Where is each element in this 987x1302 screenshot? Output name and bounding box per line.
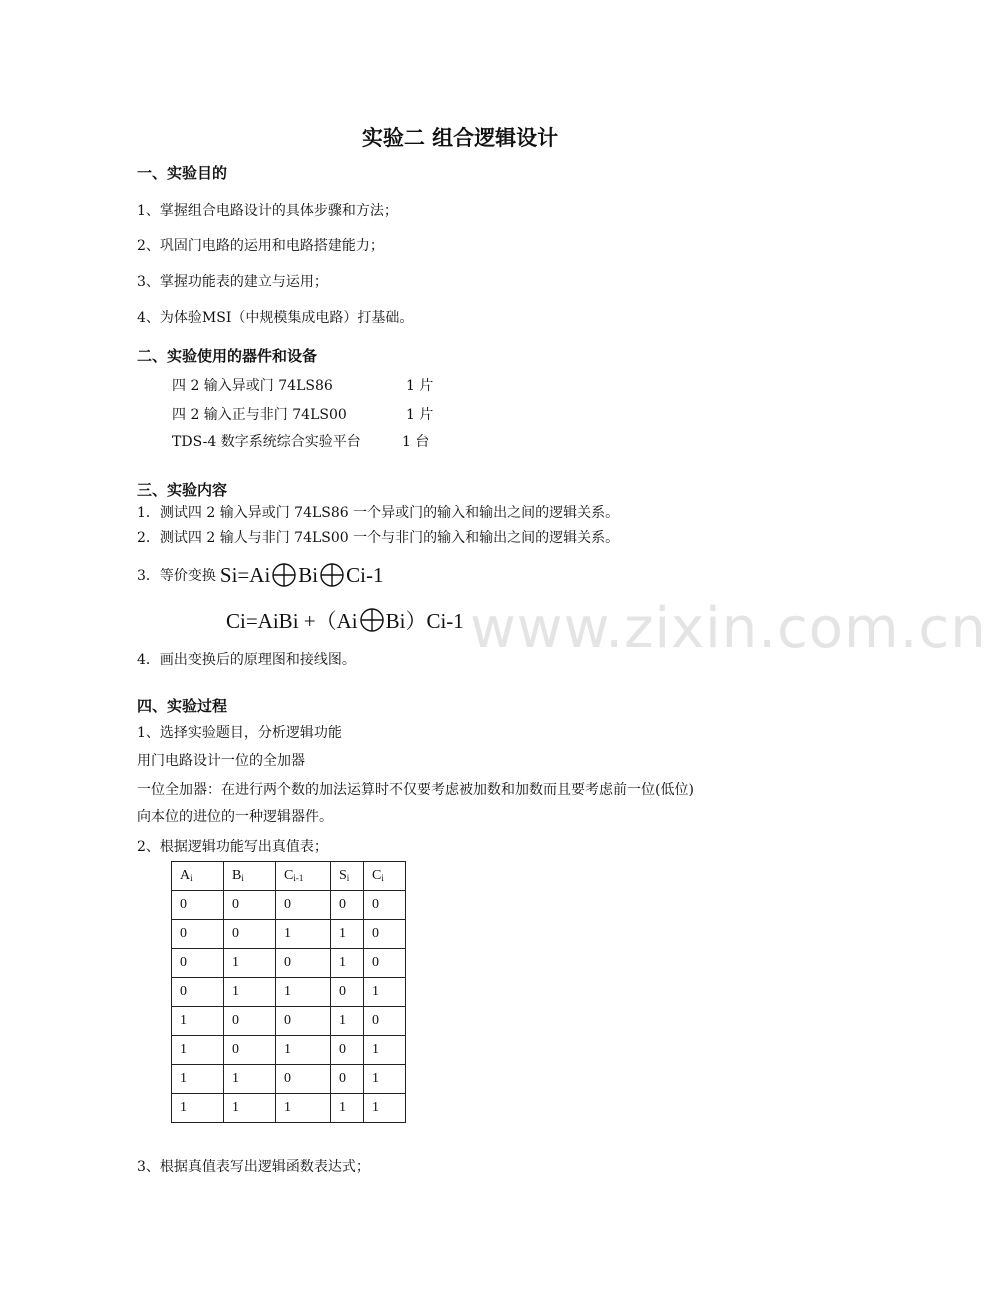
device-qty: 1 片	[406, 407, 434, 423]
table-row	[172, 920, 406, 949]
table-header-row	[172, 862, 406, 891]
table-cell: 0	[172, 920, 224, 949]
table-cell: 0	[331, 1065, 364, 1094]
table-row	[172, 1036, 406, 1065]
table-cell: 0	[224, 1007, 276, 1036]
device-name: 四 2 输入异或门 74LS86	[172, 378, 333, 394]
equation-term: Ci-1	[346, 562, 384, 587]
page-title: 实验二 组合逻辑设计	[361, 126, 559, 150]
table-cell: 0	[331, 1036, 364, 1065]
process-line: 3、根据真值表写出逻辑函数表达式；	[137, 1159, 370, 1175]
table-row	[172, 949, 406, 978]
table-cell: 1	[172, 1094, 224, 1123]
table-cell: 1	[224, 1065, 276, 1094]
header-symbol: C	[284, 868, 294, 883]
table-cell: 0	[364, 949, 406, 978]
device-qty: 1 片	[406, 378, 434, 394]
table-cell: 0	[224, 891, 276, 920]
table-header-cell	[224, 862, 276, 891]
header-subscript: i	[241, 873, 244, 883]
table-cell: 1	[172, 1065, 224, 1094]
equation-ci	[226, 604, 464, 636]
table-cell: 0	[364, 891, 406, 920]
table-cell: 0	[276, 1007, 331, 1036]
header-subscript: i	[190, 873, 193, 883]
table-cell: 1	[331, 1007, 364, 1036]
table-cell: 1	[224, 978, 276, 1007]
equation-term: Bi）Ci-1	[385, 609, 464, 633]
content-item: 1．测试四 2 输入异或门 74LS86 一个异或门的输入和输出之间的逻辑关系。	[137, 505, 620, 521]
table-cell: 0	[276, 949, 331, 978]
device-name: TDS-4 数字系统综合实验平台	[172, 434, 361, 450]
section-heading-devices: 二、实验使用的器件和设备	[137, 347, 318, 365]
table-cell: 1	[172, 1036, 224, 1065]
header-symbol: C	[372, 868, 382, 883]
table-header-cell	[172, 862, 224, 891]
content-item: 4．画出变换后的原理图和接线图。	[137, 652, 356, 668]
equation-term: Ci=AiBi +（Ai	[226, 609, 358, 633]
purpose-item: 3、掌握功能表的建立与运用；	[137, 274, 328, 290]
process-line: 用门电路设计一位的全加器	[137, 753, 305, 769]
table-header-cell	[331, 862, 364, 891]
header-symbol: A	[180, 868, 191, 883]
equation-si	[137, 559, 383, 591]
table-cell: 0	[331, 891, 364, 920]
watermark: www.zixin.com.cn	[470, 596, 987, 661]
table-cell: 0	[172, 891, 224, 920]
truth-table	[171, 861, 406, 1123]
header-symbol: S	[339, 868, 347, 883]
device-qty: 1 台	[402, 434, 430, 450]
table-cell: 0	[276, 891, 331, 920]
table-cell: 1	[276, 1036, 331, 1065]
table-row	[172, 1065, 406, 1094]
table-cell: 1	[276, 1094, 331, 1123]
equation-label: 3．等价变换	[137, 568, 216, 584]
section-heading-purpose: 一、实验目的	[137, 164, 228, 182]
table-cell: 0	[364, 920, 406, 949]
table-cell: 1	[224, 949, 276, 978]
table-cell: 1	[172, 1007, 224, 1036]
process-line: 2、根据逻辑功能写出真值表；	[137, 839, 328, 855]
table-row	[172, 1007, 406, 1036]
header-symbol: B	[232, 868, 242, 883]
table-cell: 1	[276, 920, 331, 949]
header-subscript: i	[346, 873, 350, 883]
table-cell: 0	[224, 1036, 276, 1065]
table-cell: 0	[331, 978, 364, 1007]
purpose-item: 4、为体验MSI（中规模集成电路）打基础。	[137, 310, 414, 326]
process-line: 1、选择实验题目，分析逻辑功能	[137, 725, 342, 741]
xor-icon	[319, 562, 345, 588]
header-subscript: i	[381, 873, 384, 883]
equation-term: Si=Ai	[219, 562, 271, 587]
section-heading-content: 三、实验内容	[137, 481, 228, 499]
table-cell: 1	[224, 1094, 276, 1123]
table-cell: 1	[331, 920, 364, 949]
table-cell: 1	[364, 1036, 406, 1065]
process-line: 一位全加器：在进行两个数的加法运算时不仅要考虑被加数和加数而且要考虑前一位(低位)	[137, 782, 694, 798]
xor-icon	[359, 607, 385, 633]
table-cell: 1	[364, 1094, 406, 1123]
table-cell: 1	[276, 978, 331, 1007]
equation-term: Bi	[298, 562, 319, 587]
table-row	[172, 978, 406, 1007]
table-header-cell	[276, 862, 331, 891]
table-cell: 0	[172, 978, 224, 1007]
table-cell: 1	[331, 1094, 364, 1123]
table-cell: 0	[172, 949, 224, 978]
purpose-item: 1、掌握组合电路设计的具体步骤和方法；	[137, 203, 398, 219]
table-cell: 1	[364, 1065, 406, 1094]
content-item: 2．测试四 2 输人与非门 74LS00 一个与非门的输入和输出之间的逻辑关系。	[137, 530, 620, 546]
table-cell: 0	[224, 920, 276, 949]
table-cell: 1	[364, 978, 406, 1007]
purpose-item: 2、巩固门电路的运用和电路搭建能力；	[137, 238, 384, 254]
table-cell: 1	[331, 949, 364, 978]
table-cell: 0	[276, 1065, 331, 1094]
table-cell: 0	[364, 1007, 406, 1036]
device-name: 四 2 输入正与非门 74LS00	[172, 407, 347, 423]
table-row	[172, 1094, 406, 1123]
table-row	[172, 891, 406, 920]
header-subscript: i-1	[293, 873, 304, 883]
section-heading-process: 四、实验过程	[137, 697, 228, 715]
xor-icon	[271, 562, 297, 588]
process-line: 向本位的进位的一种逻辑器件。	[137, 809, 333, 825]
table-header-cell	[364, 862, 406, 891]
